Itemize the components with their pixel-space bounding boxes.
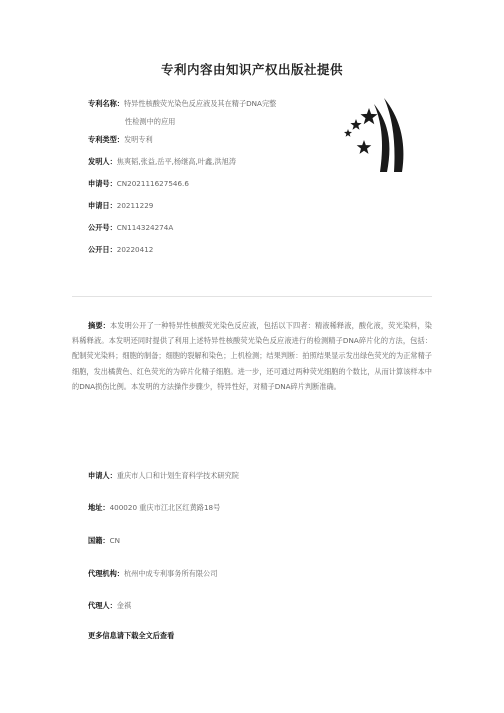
application-number-value: CN202111627546.6 (116, 179, 189, 188)
agent-label: 代理人： (88, 601, 117, 610)
cnipa-logo-icon (336, 96, 426, 176)
logo-star-3 (344, 129, 352, 137)
abstract-text: 本发明公开了一种特异性核酸荧光染色反应液，包括以下四者：精液稀释液，酸化液，荧光染料，染料稀释液。本发明还同时提供了利用上述特异性核酸荧光染色反应液进行的检测精子DNA碎片化的方法，包括：配制荧光染料；细胞的制备；细胞的裂解和染色；上机检测；结果判断：拍照结果显示发出绿色荧光的为正常精子细胞，发出橘黄色、红色荧光的为碎片化精子细胞。进一步，还可通过两种荧光细胞的个数比，从而计算该样本中的DNA损伤比例。本发明的方法操作步骤少，特异性好，对精子DNA碎片判断准确。 (72, 321, 432, 391)
agent-row (88, 600, 131, 612)
applicant-row (88, 470, 239, 482)
inventor-value: 焦爽韬,张益,岳平,杨继高,叶鑫,洪旭涛 (116, 157, 237, 166)
application-number-row (88, 178, 348, 190)
abstract-paragraph (72, 318, 432, 394)
patent-name-row (88, 98, 348, 110)
application-date-label: 申请日： (88, 201, 117, 210)
country-value: CN (109, 536, 120, 545)
agency-value: 杭州中成专利事务所有限公司 (123, 569, 218, 578)
patent-name-value-2: 性检测中的应用 (125, 117, 176, 126)
section-divider (72, 296, 432, 297)
address-value: 400020 重庆市江北区红黄路18号 (109, 503, 221, 512)
applicant-value: 重庆市人口和计划生育科学技术研究院 (116, 471, 239, 480)
publication-date-value: 20220412 (116, 245, 154, 254)
patent-type-value: 发明专利 (123, 135, 153, 144)
logo-star-1 (361, 108, 378, 124)
applicant-label: 申请人： (88, 471, 117, 480)
agency-label: 代理机构： (88, 569, 124, 578)
agent-value: 金祺 (116, 601, 132, 610)
inventor-row (88, 156, 348, 168)
inventor-label: 发明人： (88, 157, 117, 166)
patent-type-row (88, 134, 348, 146)
country-label: 国籍： (88, 536, 110, 545)
logo-star-4 (357, 140, 372, 154)
address-row (88, 502, 220, 514)
publication-date-row (88, 244, 348, 256)
publication-number-label: 公开号： (88, 223, 117, 232)
logo-star-2 (350, 119, 361, 130)
agency-row (88, 568, 217, 580)
more-info-link[interactable]: 更多信息请下载全文后查看 (88, 631, 175, 640)
page-title: 专利内容由知识产权出版社提供 (160, 62, 343, 77)
application-date-row (88, 200, 348, 212)
publication-number-value: CN114324274A (116, 223, 174, 232)
country-row (88, 535, 120, 547)
application-number-label: 申请号： (88, 179, 117, 188)
publication-date-label: 公开日： (88, 245, 117, 254)
patent-name-value: 特异性核酸荧光染色反应液及其在精子DNA完整 (123, 99, 277, 108)
patent-name-row-2 (88, 116, 348, 128)
publication-number-row (88, 222, 348, 234)
patent-name-label: 专利名称： (88, 99, 124, 108)
patent-meta (88, 98, 348, 256)
application-date-value: 20211229 (116, 201, 154, 210)
abstract-label: 摘要： (88, 321, 110, 330)
address-label: 地址： (88, 503, 110, 512)
patent-type-label: 专利类型： (88, 135, 124, 144)
